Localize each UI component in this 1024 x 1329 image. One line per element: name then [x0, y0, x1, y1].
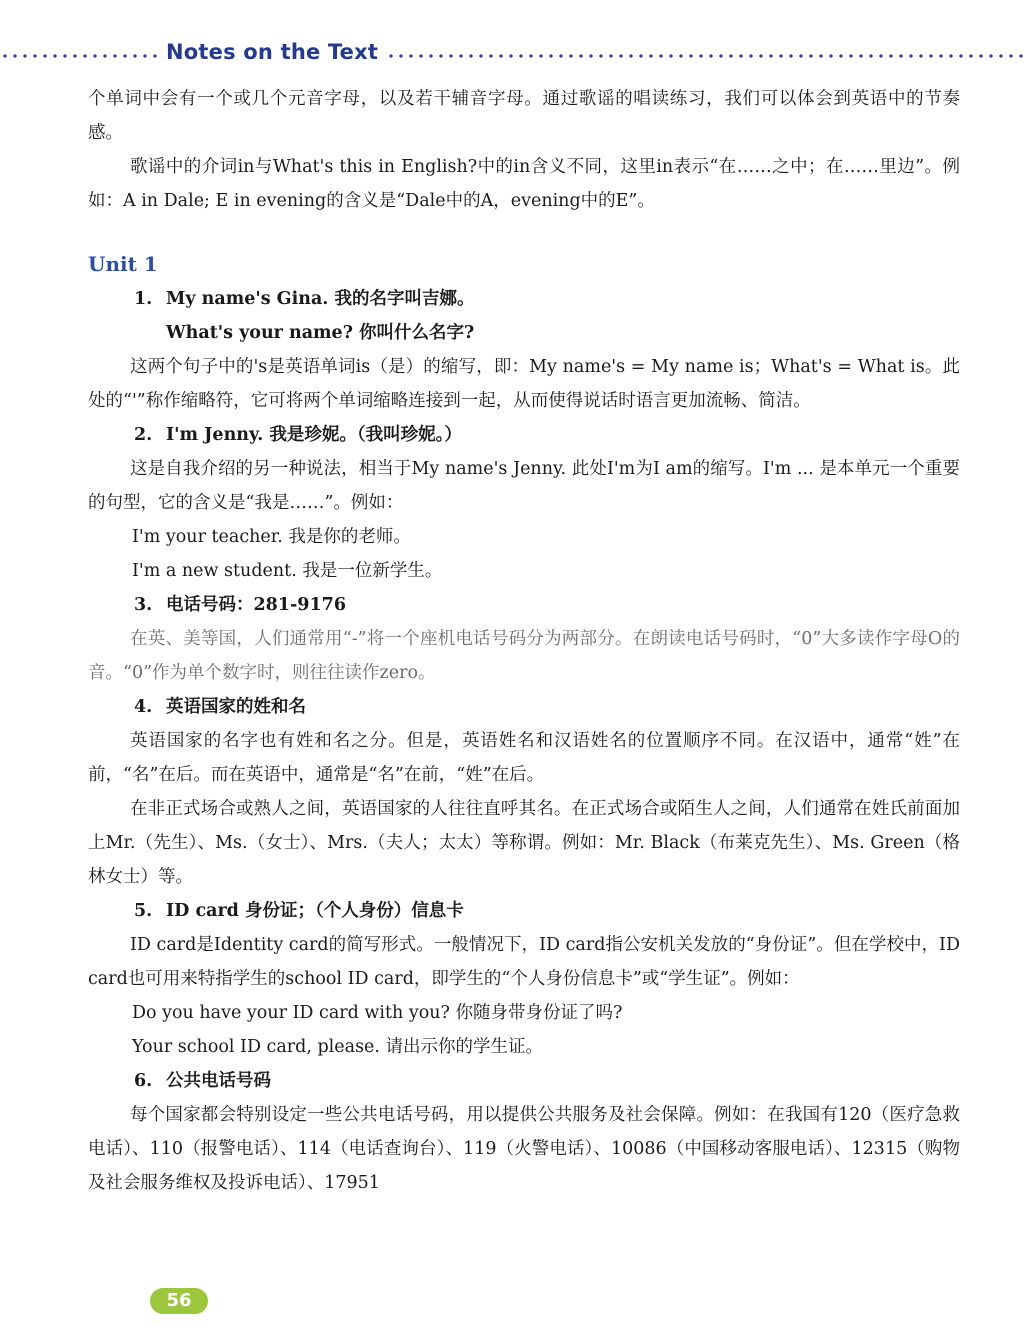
item-number: 6. [134, 1071, 153, 1091]
item-4-heading [88, 690, 960, 724]
item-1-subheading: What's your name? 你叫什么名字? [166, 323, 475, 343]
example-sentence: I'm a new student. 我是一位新学生。 [132, 561, 443, 581]
item-5-heading [88, 894, 960, 928]
item-1-paragraph: 这两个句子中的's是英语单词is（是）的缩写，即：My name's = My name is；What's = What is。此处的“'”称作缩略符，它可将两个单词缩略连接到一起，从而使得说话时语言更加流畅、简洁。 [88, 357, 960, 411]
item-6-heading [88, 1064, 960, 1098]
item-heading-text: 公共电话号码 [166, 1071, 271, 1091]
item-number: 4. [134, 697, 153, 717]
item-heading-text: 英语国家的姓和名 [166, 697, 306, 717]
item-4-paragraph-2: 在非正式场合或熟人之间，英语国家的人往往直呼其名。在正式场合或陌生人之间，人们通常在姓氏前面加上Mr.（先生）、Ms.（女士）、Mrs.（夫人；太太）等称谓。例如：Mr. Black（布莱克先生）、Ms. Green（格林女士）等。 [88, 799, 960, 887]
page-content [88, 82, 960, 1200]
header-title: Notes on the Text [166, 40, 379, 64]
item-number: 3. [134, 595, 153, 615]
example-sentence: Do you have your ID card with you? 你随身带身份证了吗? [132, 1003, 623, 1023]
item-6-paragraph: 每个国家都会特别设定一些公共电话号码，用以提供公共服务及社会保障。例如：在我国有120（医疗急救电话）、110（报警电话）、114（电话查询台）、119（火警电话）、10086（中国移动客服电话）、12315（购物及社会服务维权及投诉电话）、17951 [88, 1105, 960, 1193]
item-number: 1. [134, 289, 153, 309]
item-5-paragraph: ID card是Identity card的简写形式。一般情况下，ID card指公安机关发放的“身份证”。但在学校中，ID card也可用来特指学生的school ID card，即学生的“个人身份信息卡”或“学生证”。例如： [88, 935, 960, 989]
page-header [0, 40, 1024, 70]
page-number-badge: 56 [150, 1288, 208, 1314]
item-2-heading [88, 418, 960, 452]
unit-title: Unit 1 [88, 252, 158, 276]
example-sentence: Your school ID card, please. 请出示你的学生证。 [132, 1037, 544, 1057]
item-3-paragraph: 在英、美等国，人们通常用“-”将一个座机电话号码分为两部分。在朗读电话号码时，“0”大多读作字母O的音。“0”作为单个数字时，则往往读作zero。 [88, 629, 960, 683]
item-heading-text: My name's Gina. 我的名字叫吉娜。 [166, 289, 475, 309]
intro-paragraph-2: 歌谣中的介词in与What's this in English?中的in含义不同，这里in表示“在……之中；在……里边”。例如：A in Dale; E in evening的含义是“Dale中的A，evening中的E”。 [88, 157, 960, 211]
item-number: 5. [134, 901, 153, 921]
item-heading-text: ID card 身份证；（个人身份）信息卡 [166, 901, 464, 921]
item-heading-text: 电话号码：281-9176 [166, 595, 346, 615]
item-3-heading [88, 588, 960, 622]
header-dotted-rule-right [386, 54, 1024, 58]
item-4-paragraph-1: 英语国家的名字也有姓和名之分。但是，英语姓名和汉语姓名的位置顺序不同。在汉语中，通常“姓”在前，“名”在后。而在英语中，通常是“名”在前，“姓”在后。 [88, 731, 960, 785]
item-heading-text: I'm Jenny. 我是珍妮。（我叫珍妮。） [166, 425, 462, 445]
item-2-paragraph: 这是自我介绍的另一种说法，相当于My name's Jenny. 此处I'm为I am的缩写。I'm ... 是本单元一个重要的句型，它的含义是“我是……”。例如： [88, 459, 960, 513]
header-dotted-rule-left [0, 54, 158, 58]
intro-paragraph-1: 个单词中会有一个或几个元音字母，以及若干辅音字母。通过歌谣的唱读练习，我们可以体会到英语中的节奏感。 [88, 89, 960, 143]
item-1-heading [88, 282, 960, 316]
example-sentence: I'm your teacher. 我是你的老师。 [132, 527, 411, 547]
item-number: 2. [134, 425, 153, 445]
